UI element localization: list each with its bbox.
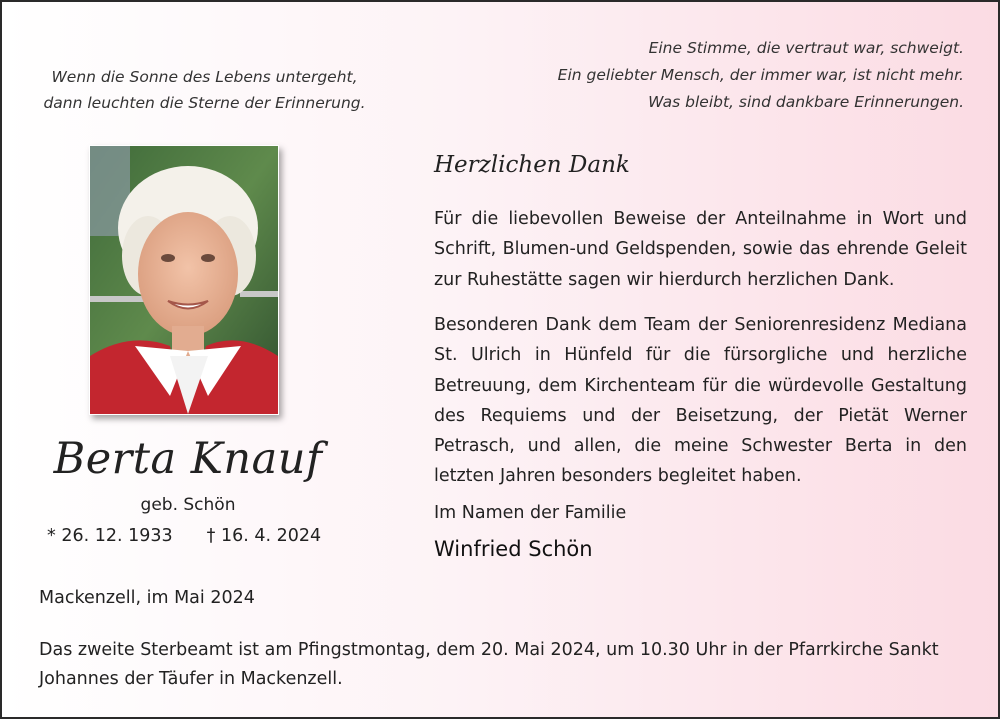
life-dates xyxy=(47,526,321,546)
portrait-photo xyxy=(89,145,279,415)
quote-right-line: Ein geliebter Mensch, der immer war, ist nicht mehr. xyxy=(557,66,964,84)
thanks-paragraph: Besonderen Dank dem Team der Seniorenresidenz Mediana St. Ulrich in Hünfeld für die fürsorgliche und herzliche Betreuung, dem Kirchenteam für die würdevolle Gestaltung des Requiems und der Beisetzung, der Pietät Werner Petrasch, und allen, die meine Schwester Berta in den letzten Jahren besonders begleitet haben. xyxy=(434,315,967,487)
quote-left xyxy=(2,64,407,116)
birth-name: geb. Schön xyxy=(140,495,236,515)
quote-right-line: Eine Stimme, die vertraut war, schweigt. xyxy=(648,39,964,57)
deceased-name: Berta Knauf xyxy=(53,434,323,484)
thanks-paragraph: Für die liebevollen Beweise der Anteilnahme in Wort und Schrift, Blumen-und Geldspenden, sowie das ehrende Geleit zur Ruhestätte sagen wir hierdurch herzlichen Dank. xyxy=(434,209,967,290)
thanks-title: Herzlichen Dank xyxy=(434,152,630,178)
quote-right-line: Was bleibt, sind dankbare Erinnerungen. xyxy=(648,93,964,111)
birth-date: * 26. 12. 1933 xyxy=(47,526,173,546)
quote-left-line: dann leuchten die Sterne der Erinnerung. xyxy=(43,94,366,112)
quote-right xyxy=(444,35,964,116)
family-line: Im Namen der Familie xyxy=(434,503,627,523)
service-notice: Das zweite Sterbeamt ist am Pfingstmontag, dem 20. Mai 2024, um 10.30 Uhr in der Pfarrkirche Sankt Johannes der Täufer in Mackenzell. xyxy=(39,640,939,689)
quote-left-line: Wenn die Sonne des Lebens untergeht, xyxy=(51,68,358,86)
death-date: † 16. 4. 2024 xyxy=(206,526,322,546)
place-date: Mackenzell, im Mai 2024 xyxy=(39,588,255,608)
signer-name: Winfried Schön xyxy=(434,537,593,561)
